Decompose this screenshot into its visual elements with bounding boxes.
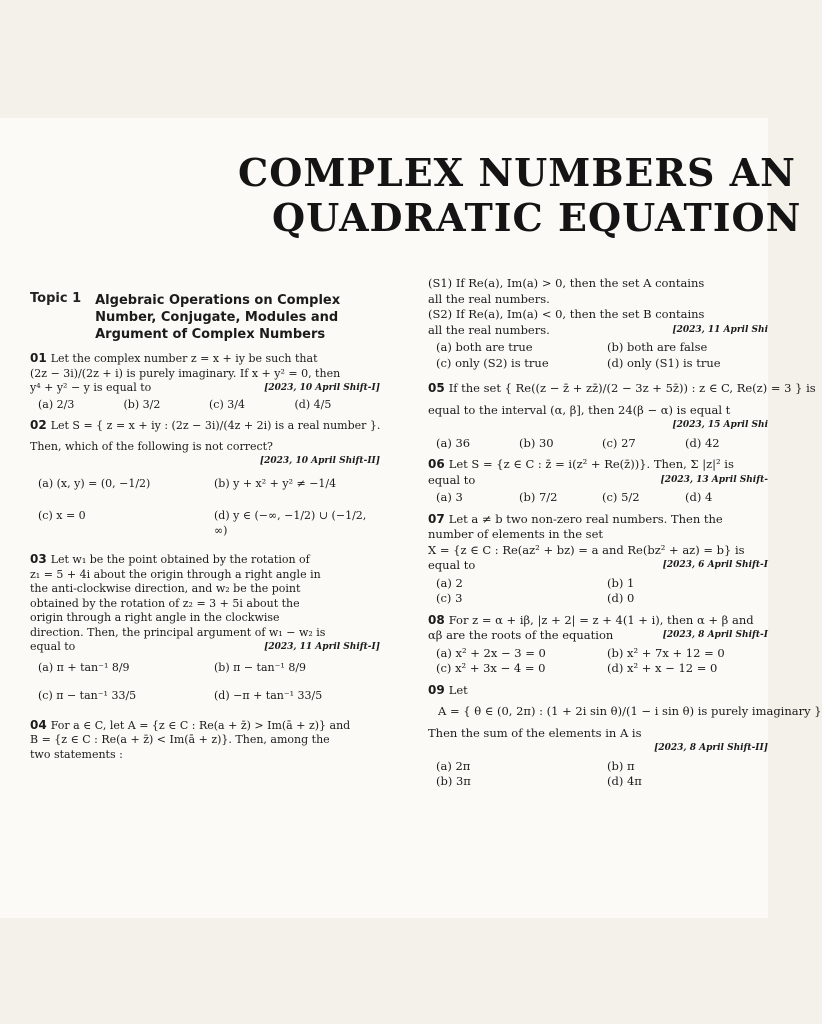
question-02 (30, 418, 380, 538)
option-a: (a) 2/3 (38, 397, 75, 411)
options (38, 398, 380, 413)
source-tag: [2023, 6 April Shift-I (662, 560, 768, 570)
option-a: (a) 2 (436, 575, 463, 590)
right-column (428, 276, 822, 796)
question-text: equal to (30, 640, 76, 653)
question-text: Let a ≠ b two non-zero real numbers. Then the (448, 511, 723, 526)
options (436, 646, 768, 677)
option-b: (b) π (607, 758, 635, 773)
question-text: A = { θ ∈ (0, 2π) : (1 + 2i sin θ)/(1 − i sin θ) is purely imaginary } (438, 704, 822, 718)
option-b: (b) 1 (607, 575, 635, 590)
option-d: (d) 4 (685, 490, 713, 504)
option-c: (b) 3π (436, 774, 471, 788)
statement-s1: all the real numbers. (428, 291, 550, 306)
question-08 (428, 613, 768, 677)
option-d: (d) only (S1) is true (607, 355, 721, 370)
option-c: (c) 5/2 (602, 490, 640, 504)
question-09 (428, 682, 822, 790)
source-tag: [2023, 8 April Shift-I (662, 630, 768, 640)
option-d: (d) 42 (685, 435, 720, 450)
option-d: (d) x² + x − 12 = 0 (607, 661, 718, 675)
options (436, 340, 768, 371)
option-d: (d) −π + tan⁻¹ 33/5 (214, 689, 323, 702)
question-text: If the set { Re((z − z̄ + zz̄)/(2 − 3z + 5z̄)) : z ∈ C, Re(z) = 3 } is (448, 381, 816, 395)
option-b: (b) y + x² + y² ≠ −1/4 (214, 476, 337, 490)
question-number: 09 (428, 682, 445, 697)
question-text: Let S = { z = x + iy : (2z − 3i)/(4z + 2i) is a real number }. (50, 419, 381, 432)
option-a: (a) x² + 2x − 3 = 0 (436, 645, 546, 660)
source-tag: [2023, 10 April Shift-II] (259, 456, 380, 466)
question-03 (30, 552, 380, 704)
option-c: (c) 27 (602, 435, 636, 450)
question-text: direction. Then, the principal argument of w₁ − w₂ is (30, 625, 326, 639)
source-tag: [2023, 11 April Shift-I] (264, 642, 380, 652)
question-07 (428, 512, 768, 607)
statement-s2: all the real numbers. (428, 322, 550, 337)
question-text: Then, which of the following is not correct? (30, 439, 273, 453)
topic-header (30, 292, 380, 343)
question-06 (428, 457, 768, 506)
option-b: (b) 3/2 (123, 397, 161, 411)
question-number: 01 (30, 351, 47, 365)
options (436, 759, 768, 790)
question-text: number of elements in the set (428, 527, 604, 541)
question-number: 04 (30, 717, 47, 732)
options (436, 576, 768, 607)
option-c: (c) only (S2) is true (436, 355, 549, 370)
question-text: Let S = {z ∈ C : z̄ = i(z² + Re(z̄))}. Then, Σ |z|² is (448, 457, 734, 471)
option-b: (b) both are false (607, 340, 708, 354)
left-column (30, 292, 380, 768)
question-text: For a ∈ C, let A = {z ∈ C : Re(a + z̄) > Im(ā + z)} and (50, 718, 351, 732)
question-text: two statements : (30, 747, 123, 761)
topic-tag: Topic 1 (30, 291, 82, 306)
source-tag: [2023, 8 April Shift-II] (654, 743, 768, 753)
question-text: z₁ = 5 + 4i about the origin through a right angle in (30, 567, 321, 581)
statement-s2: (S2) If Re(a), Im(a) < 0, then the set B contains (428, 307, 705, 321)
question-text: Then the sum of the elements in A is (428, 725, 642, 740)
option-a: (a) π + tan⁻¹ 8/9 (38, 660, 130, 674)
option-d: (d) 0 (607, 591, 635, 605)
option-b: (b) π − tan⁻¹ 8/9 (214, 660, 307, 674)
question-number: 02 (30, 418, 47, 432)
question-text: αβ are the roots of the equation (428, 628, 614, 642)
option-a: (a) (x, y) = (0, −1/2) (38, 476, 151, 490)
option-b: (b) 30 (519, 435, 554, 450)
question-text: origin through a right angle in the clockwise (30, 611, 280, 624)
statement-s1: (S1) If Re(a), Im(a) > 0, then the set A contains (428, 276, 705, 290)
options (436, 490, 768, 506)
option-a: (a) 2π (436, 758, 471, 773)
question-01 (30, 351, 380, 412)
question-04 (30, 718, 380, 763)
option-a: (a) 36 (436, 435, 471, 450)
question-text: X = {z ∈ C : Re(az² + bz) = a and Re(bz² + az) = b} is (428, 542, 745, 557)
source-tag: [2023, 10 April Shift-I] (264, 383, 380, 393)
question-05 (428, 381, 816, 451)
option-c: (c) x² + 3x − 4 = 0 (436, 661, 546, 675)
question-text: B = {z ∈ C : Re(a + z̄) < Im(ā + z)}. Then, among the (30, 733, 330, 746)
chapter-title-line-2: QUADRATIC EQUATION (272, 195, 802, 240)
chapter-title-line-1: COMPLEX NUMBERS AN (238, 150, 796, 195)
source-tag: [2023, 13 April Shift- (660, 474, 768, 485)
options (38, 661, 380, 704)
question-text: equal to (428, 472, 476, 487)
option-d: (d) y ∈ (−∞, −1/2) ∪ (−1/2, ∞) (214, 509, 367, 537)
question-number: 07 (428, 511, 445, 526)
question-text: Let the complex number z = x + iy be such that (50, 352, 318, 365)
question-number: 03 (30, 552, 47, 566)
source-tag: [2023, 11 April Shi (672, 324, 768, 335)
question-text: Let (448, 682, 468, 697)
question-text: equal to (428, 558, 476, 572)
option-c: (c) 3 (436, 591, 463, 605)
question-text: Let w₁ be the point obtained by the rotation of (50, 553, 310, 566)
option-b: (b) x² + 7x + 12 = 0 (607, 645, 725, 660)
option-c: (c) π − tan⁻¹ 33/5 (38, 689, 137, 702)
question-number: 06 (428, 457, 445, 471)
source-tag: [2023, 15 April Shi (672, 420, 768, 430)
option-a: (a) 3 (436, 490, 463, 504)
question-text: obtained by the rotation of z₂ = 3 + 5i about the (30, 596, 300, 610)
options (38, 477, 380, 539)
question-text: y⁴ + y² − y is equal to (30, 381, 152, 394)
question-text: (2z − 3i)/(2z + i) is purely imaginary. If x + y² = 0, then (30, 366, 341, 380)
question-text: the anti-clockwise direction, and w₂ be the point (30, 582, 301, 595)
option-c: (c) 3/4 (209, 397, 245, 411)
question-04-continued (428, 276, 768, 371)
option-a: (a) both are true (436, 340, 533, 354)
topic-heading: Algebraic Operations on Complex Number, Conjugate, Modules and Argument of Complex Numbers (95, 293, 341, 342)
question-number: 05 (428, 381, 445, 395)
question-text: For z = α + iβ, |z + 2| = z + 4(1 + i), then α + β and (448, 612, 754, 627)
option-b: (b) 7/2 (519, 490, 558, 504)
option-c: (c) x = 0 (38, 509, 86, 522)
question-number: 08 (428, 612, 445, 627)
options (436, 436, 768, 452)
option-d: (d) 4/5 (294, 397, 332, 411)
option-d: (d) 4π (607, 774, 642, 788)
question-text: equal to the interval (α, β], then 24(β − α) is equal t (428, 402, 731, 417)
